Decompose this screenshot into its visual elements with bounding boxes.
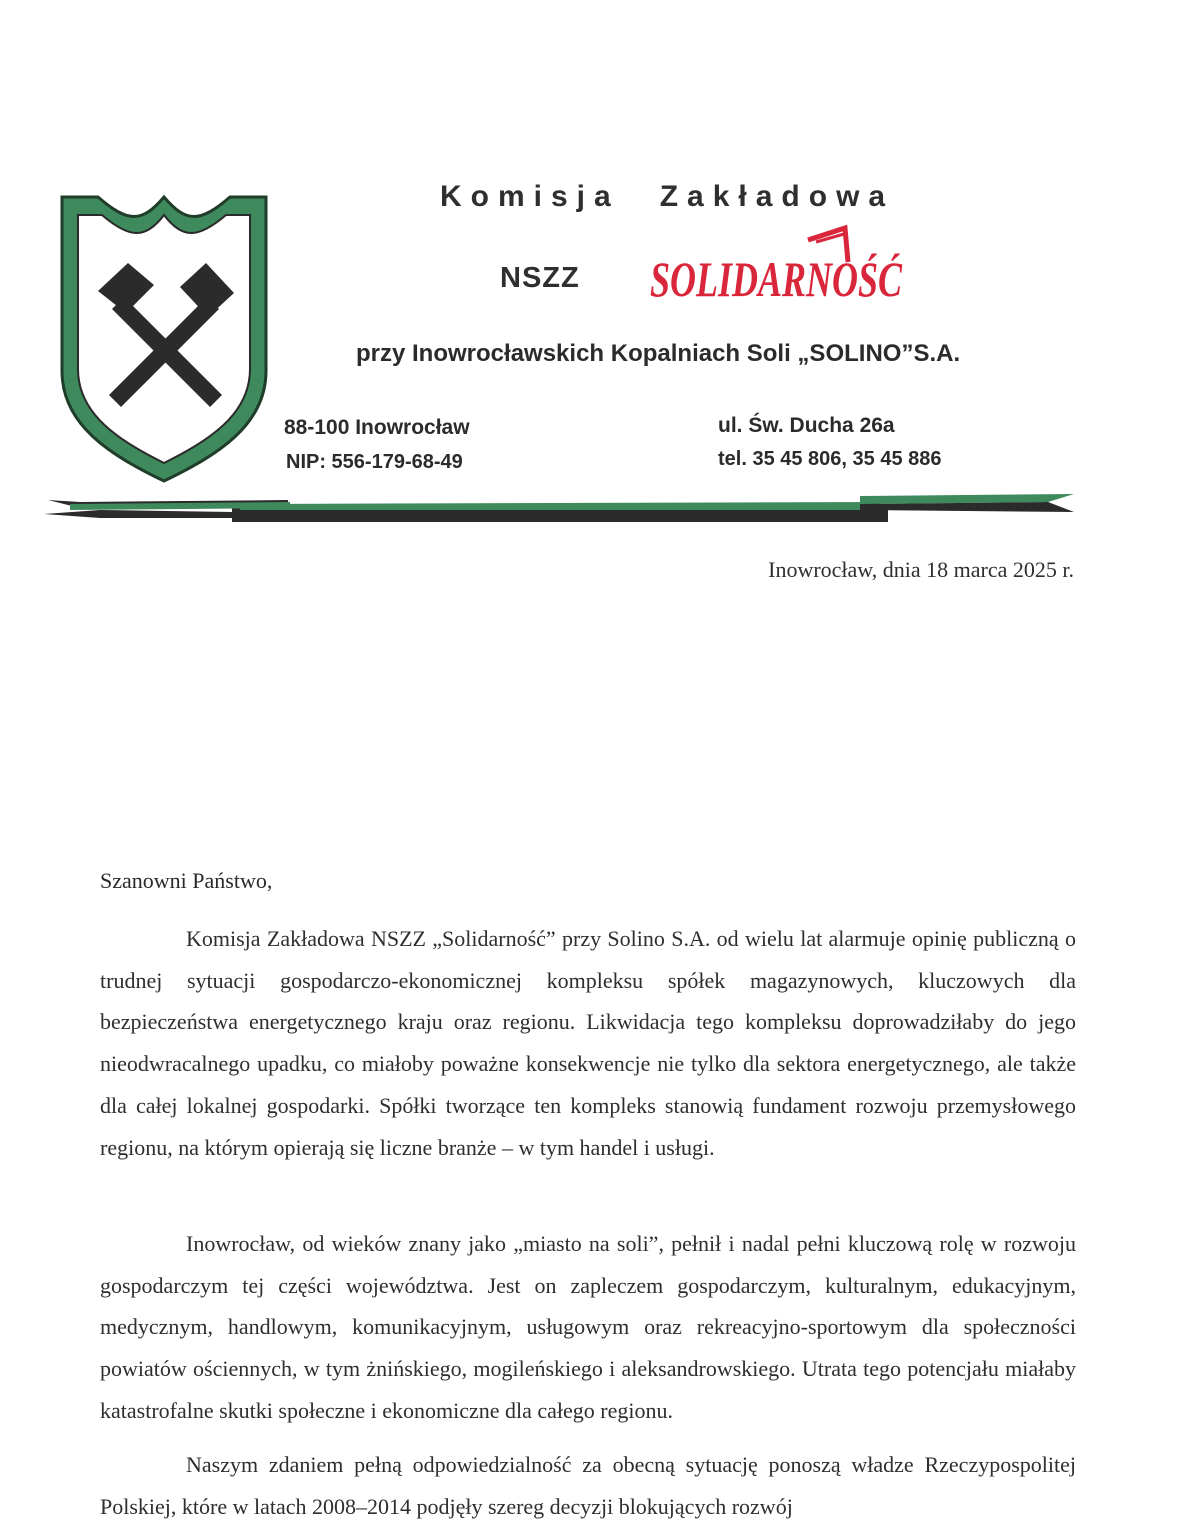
letterhead-divider <box>40 488 1080 528</box>
letterhead-subtitle: przy Inowrocławskich Kopalniach Soli „SOLINO”S.A. <box>356 340 961 367</box>
svg-text:SOLIDARNOŚĆ: SOLIDARNOŚĆ <box>650 251 903 307</box>
title-word-2: Zakładowa <box>659 180 895 213</box>
letterhead-title <box>440 180 1040 214</box>
shield-logo <box>58 193 273 485</box>
body-paragraph-3: Naszym zdaniem pełną odpowiedzialność za obecną sytuację ponoszą władze Rzeczypospolitej Polskiej, które w latach 2008–2014 podjęły szereg decyzji blokujących rozwój <box>100 1452 1076 1519</box>
title-word-1: Komisja <box>440 180 620 213</box>
postal-city: 88-100 Inowrocław <box>284 416 470 439</box>
phone-numbers: tel. 35 45 806, 35 45 886 <box>718 448 942 470</box>
body-paragraph-1: Komisja Zakładowa NSZZ „Solidarność” przy Solino S.A. od wielu lat alarmuje opinię publiczną o trudnej sytuacji gospodarczo-ekonomicznej kompleksu spółek magazynowych, kluczowych dla bezpieczeństwa energetycznego kraju oraz regionu. Likwidacja tego kompleksu doprowadziłaby do jego nieodwracalnego upadku, co miałoby poważne konsekwencje nie tylko dla sektora energetycznego, ale także dla całej lokalnej gospodarki. Spółki tworzące ten kompleks stanowią fundament rozwoju przemysłowego regionu, na którym opierają się liczne branże – w tym handel i usługi. <box>100 926 1076 1160</box>
solidarnosc-logo <box>648 222 910 308</box>
body-paragraph-2: Inowrocław, od wieków znany jako „miasto na soli”, pełnił i nadal pełni kluczową rolę w rozwoju gospodarczym tej części województwa. Jest on zapleczem gospodarczym, kulturalnym, edukacyjnym, medycznym, handlowym, komunikacyjnym, usługowym oraz rekreacyjno-sportowym dla społeczności powiatów ościennych, w tym żnińskiego, mogileńskiego i aleksandrowskiego. Utrata tego potencjału miałaby katastrofalne skutki społeczne i ekonomiczne dla całego regionu. <box>100 1231 1076 1423</box>
nip-number: NIP: 556-179-68-49 <box>286 451 463 473</box>
street-address: ul. Św. Ducha 26a <box>718 414 895 437</box>
letter-greeting: Szanowni Państwo, <box>100 868 273 893</box>
nszz-label: NSZZ <box>500 262 580 294</box>
letter-date: Inowrocław, dnia 18 marca 2025 r. <box>768 557 1074 582</box>
